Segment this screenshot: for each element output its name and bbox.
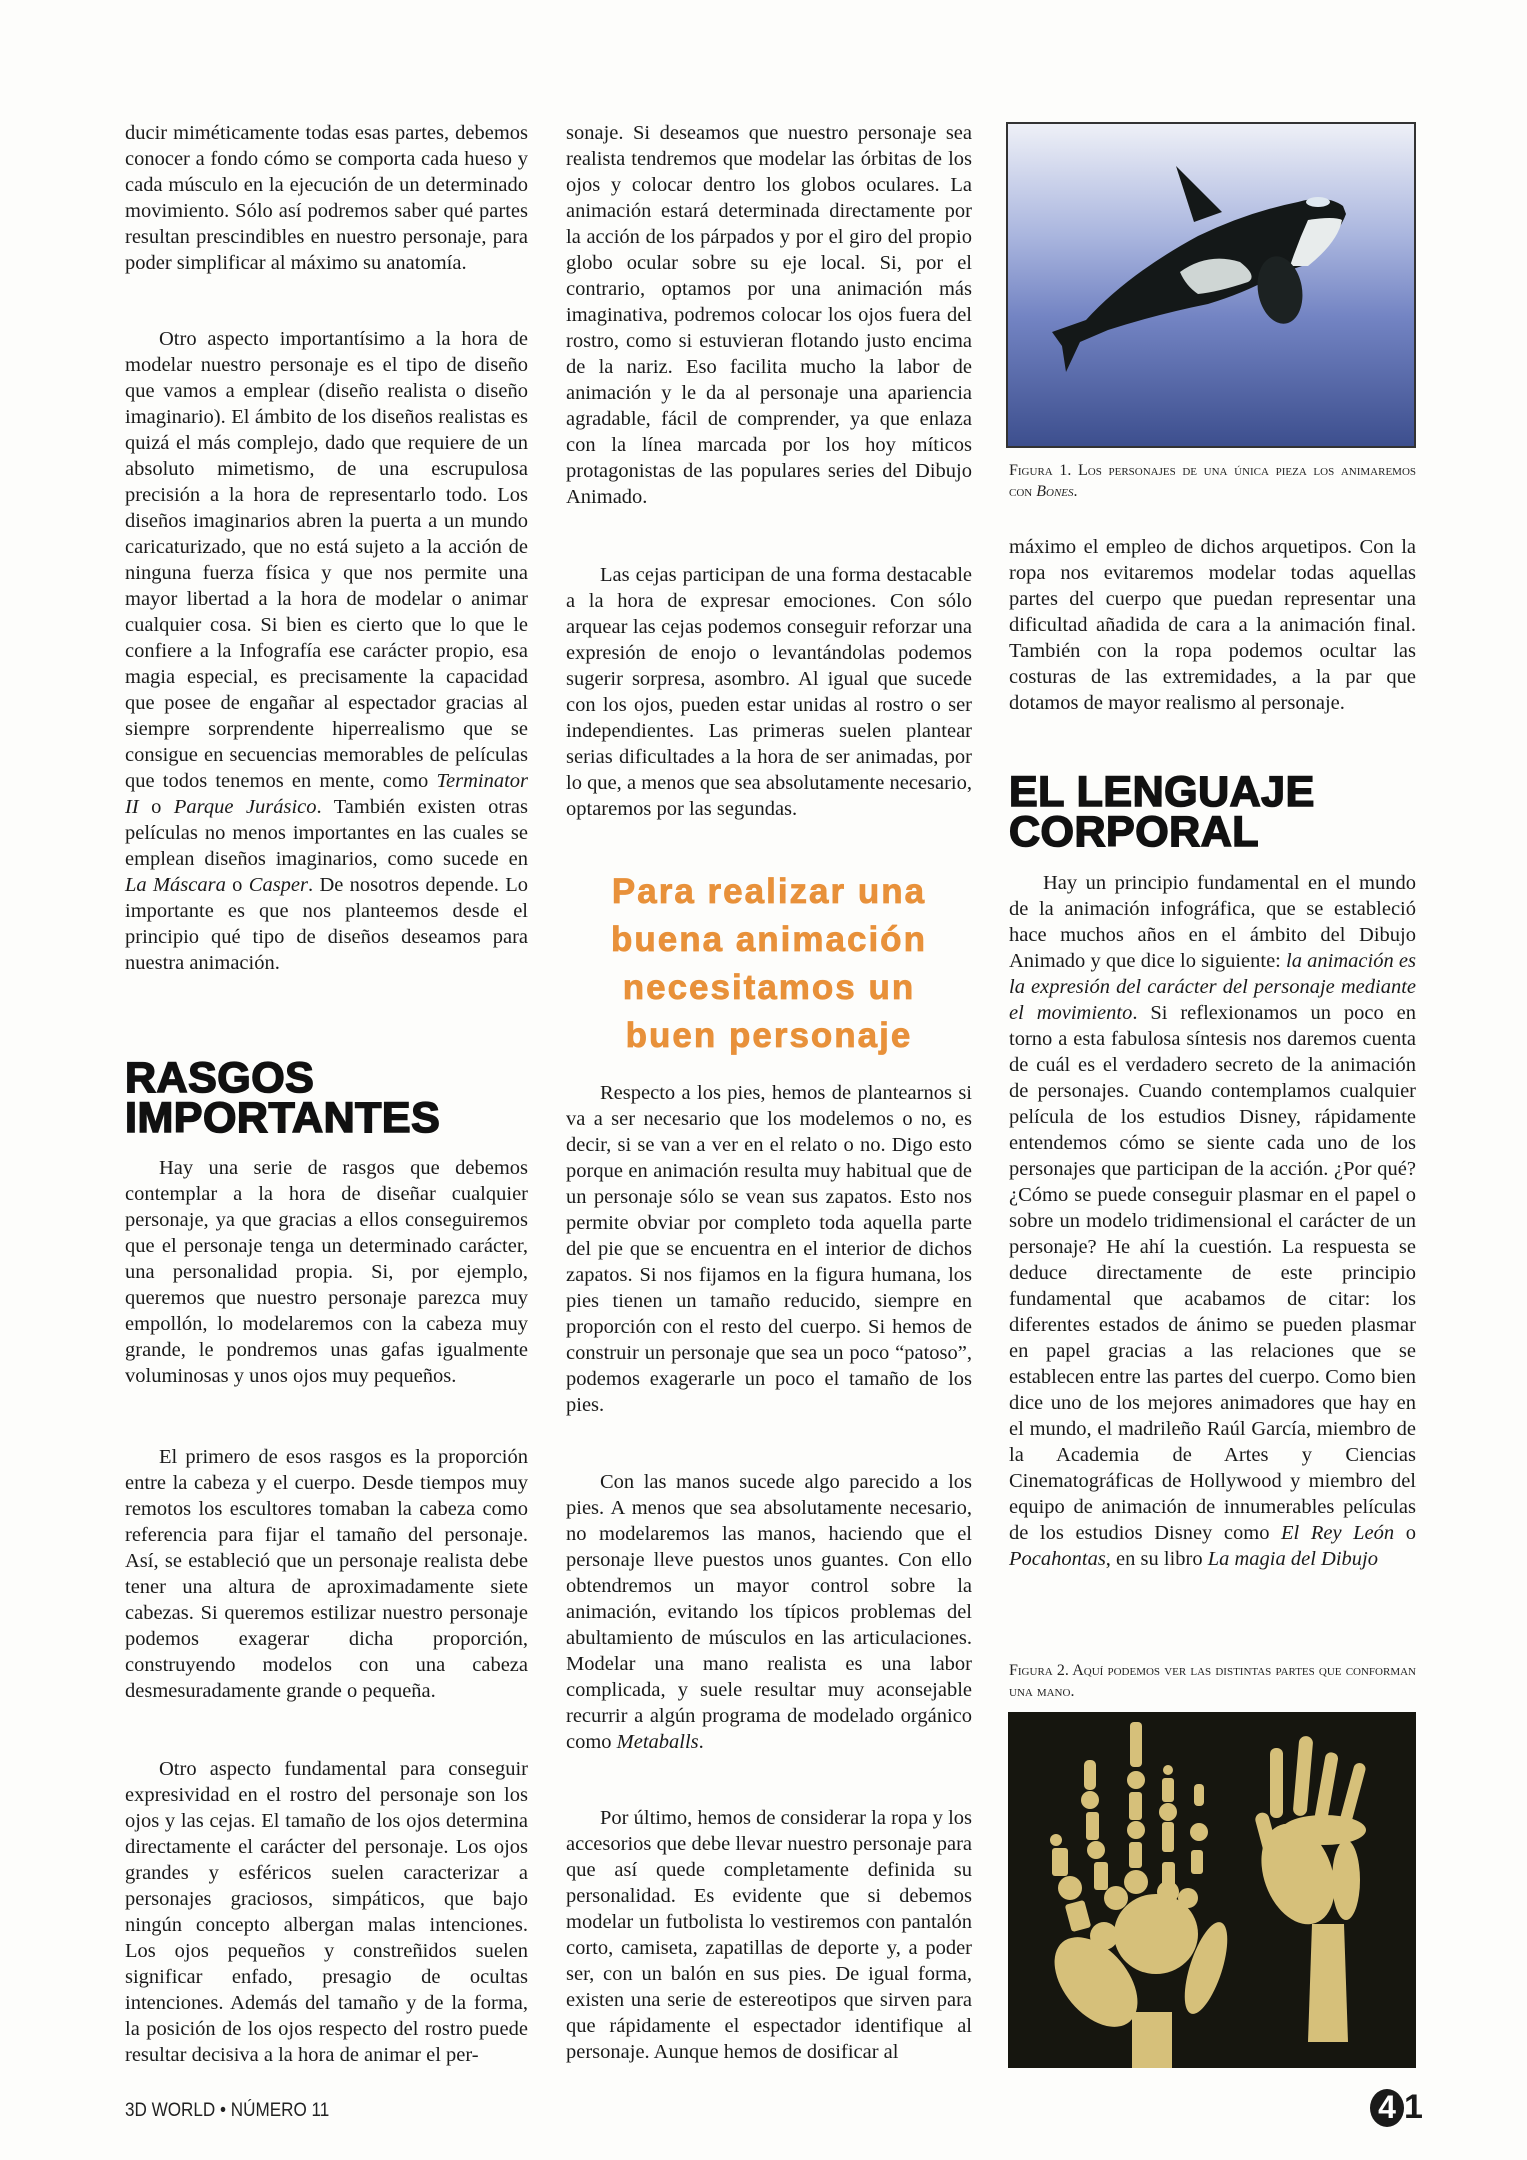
text: . De nosotros depende. Lo importante es que nos planteemos desde el principio qué tipo de diseños deseamos para nuestra animación. [125,874,528,974]
column-1 [125,120,528,2100]
paragraph [125,326,528,976]
text: sonaje. Si deseamos que nuestro personaje sea realista tendremos que modelar las órbitas de los ojos y colocar dentro los globos oculares. La animación estará determinada directamente por la acción de los párpados y por el giro del propio globo ocular sobre su eje local. Si, por el contrario, optamos por una animación más imaginativa, podremos colocar los ojos fuera del rostro, como si estuvieran flotando justo encima de la nariz. Eso facilita mucho la labor de animación y le da al personaje una apariencia agradable, fácil de comprender, ya que enlaza con la línea marcada por los hoy míticos protagonistas de las populares series del Dibujo Animado. [566,122,972,508]
italic-text: Parque Jurásico [173,796,317,818]
italic-text: Bones [1036,483,1074,500]
text: . [1073,483,1078,500]
paragraph [566,1469,972,1755]
paragraph [566,562,972,822]
heading-line: CORPORAL [1009,808,1260,856]
text: Con las manos sucede algo parecido a los pies. A menos que sea absolutamente necesario, no modelaremos las manos, haciendo que el personaje lleve puestos unos guantes. Con ello obtendremos un mayor control sobre la animación, evitando los típicos problemas del abultamiento de músculos en las articulaciones. Modelar una mano realista es una labor complicada, y suele resultar muy aconsejable recurrir a algún programa de modelado orgánico como [566,1471,972,1753]
heading-line: RASGOS [125,1054,315,1102]
text: . También existen otras películas no menos importantes en las cuales se emplean diseños imaginarios, como sucede en [125,796,528,870]
paragraph [125,1756,528,2068]
text: Hay un principio fundamental en el mundo de la animación infográfica, que se estableció hace muchos años en el ámbito del Dibujo Animado y que dice lo siguiente: [1009,872,1416,972]
paragraph [125,120,528,276]
section-heading-rasgos-importantes [125,1054,441,1142]
text: ducir miméticamente todas esas partes, debemos conocer a fondo cómo se comporta cada hueso y cada músculo en la ejecución de un determinado movimiento. Sólo así podremos saber qué partes resultan prescindibles en nuestro personaje, para poder simplificar al máximo su anatomía. [125,122,528,274]
text: . [698,1731,704,1753]
paragraph [566,120,972,510]
figure-1-orca-image [1006,122,1416,448]
italic-text: Pocahontas [1009,1548,1106,1570]
text: . Si reflexionamos un poco en torno a esta fabulosa síntesis nos daremos cuenta de cuál es el verdadero secreto de la animación de personajes. Cuando contemplamos cualquier película de los estudios Disney, rápidamente entendemos cómo se siente cada uno de los personajes que participan de la acción. ¿Por qué? ¿Cómo se puede conseguir plasmar en el papel o sobre un modelo tridimensional el carácter de un personaje? He ahí la cuestión. La respuesta se deduce directamente de este principio fundamental que acabamos de citar: los diferentes estados de ánimo se pueden plasmar en papel gracias a las relaciones que se establecen entre las partes del cuerpo. Como bien dice uno de los mejores animadores que hay en el mundo, el madrileño Raúl García, miembro de la Academia de Artes y Ciencias Cinematográficas de Hollywood y miembro del equipo de animación de innumerables películas de los estudios Disney como [1009,1002,1416,1544]
paragraph [1009,870,1416,1572]
text: Otro aspecto importantísimo a la hora de modelar nuestro personaje es el tipo de diseño que vamos a emplear (diseño realista o diseño imaginario). El ámbito de los diseños realistas es quizá el más complejo, dado que requiere de un absoluto mimetismo, de una escrupulosa precisión a la hora de representarlo todo. Los diseños imaginarios abren la puerta a un mundo caricaturizado, que no está sujeto a la acción de ninguna fuerza física y que nos permite una mayor libertad a la hora de modelar o animar cualquier cosa. Si bien es cierto que lo que le confiere a la Infografía ese carácter propio, esa magia especial, es precisamente la capacidad que posee de engañar al espectador gracias al siempre sorprendente hiperrealismo que se consigue en secuencias memorables de películas que todos tenemos en mente, como [125,328,528,792]
text: Respecto a los pies, hemos de plantearnos si va a ser necesario que los modelemos o no, es decir, si se van a ver en el relato o no. Digo esto porque en animación resulta muy habitual que de un personaje sólo se vean sus zapatos. Esto nos permite obviar por completo toda aquella parte del pie que se encuentra en el interior de dichos zapatos. Si nos fijamos en la figura humana, los pies tienen un tamaño reducido, siempre en proporción con el resto del cuerpo. Si hemos de construir un personaje que sea un poco “patoso”, podemos exagerarle un poco el tamaño de los pies. [566,1082,972,1416]
text: o [225,874,249,896]
text: , en su libro [1105,1548,1208,1570]
italic-text: La magia del Dibujo [1207,1548,1378,1570]
text: Por último, hemos de considerar la ropa y los accesorios que debe llevar nuestro personaje para que así quede completamente definida su personalidad. Es evidente que si debemos modelar un futbolista lo vestiremos con pantalón corto, camiseta, zapatillas de deporte y, a poder ser, con un balón en sus pies. De igual forma, existen una serie de estereotipos que sirven para que rápidamente el espectador identifique al personaje. Aunque hemos de dosificar al [566,1807,972,2063]
text: Figura 2. Aquí podemos ver las distintas partes que conforman una mano. [1009,1662,1416,1700]
hand-models-illustration [1008,1712,1416,2068]
text: Otro aspecto fundamental para conseguir expresividad en el rostro del personaje son los ojos y las cejas. El tamaño de los ojos determina directamente el carácter del personaje. Los ojos grandes y esféricos suelen caracterizar a personajes graciosos, simpáticos, que bajo ningún concepto albergan malas intenciones. Los ojos pequeños y constreñidos suelen significar enfado, presagio de ocultas intenciones. Además del tamaño y de la forma, la posición de los ojos respecto del rostro puede resultar decisiva a la hora de animar el per- [125,1758,528,2066]
italic-text: La Máscara [125,874,226,896]
page-number-circled-digit: 4 [1370,2089,1404,2127]
text: Figura 1. Los personajes de una única pieza los animaremos con [1009,462,1416,500]
text: El primero de esos rasgos es la proporción entre la cabeza y el cuerpo. Desde tiempos muy remotos los escultores tomaban la cabeza como referencia para fijar el tamaño del personaje. Así, se estableció que un personaje realista debe tener una altura de aproximadamente siete cabezas. Si queremos estilizar nuestro personaje podemos exagerar dicha proporción, construyendo modelos con una cabeza desmesuradamente grande o pequeña. [125,1446,528,1702]
italic-text: Casper [248,874,308,896]
section-heading-el-lenguaje-corporal [1009,768,1315,856]
figure-1-caption [1009,460,1416,502]
text: Las cejas participan de una forma destacable a la hora de expresar emociones. Con sólo arquear las cejas podemos conseguir reforzar una expresión de enojo o levantándolas podemos sugerir sorpresa, asombro. Al igual que sucede con los ojos, pueden estar unidas al rostro o ser independientes. Las primeras suelen plantear serias dificultades a la hora de ser animadas, por lo que, a menos que sea absolutamente necesario, optaremos por las segundas. [566,564,972,820]
figure-2-hands-image [1008,1712,1416,2068]
paragraph [566,1805,972,2065]
column-2 [566,120,972,2100]
paragraph [1009,534,1416,716]
paragraph [566,1080,972,1418]
italic-text: Terminator II [125,770,528,818]
figure-2-caption [1009,1660,1416,1702]
heading-line: EL LENGUAJE [1009,768,1315,816]
page-number-digit: 1 [1404,2088,1423,2126]
italic-text: Metaballs [616,1731,699,1753]
text: máximo el empleo de dichos arquetipos. Con la ropa nos evitaremos modelar todas aquellas partes del cuerpo que puedan representar una dificultad añadida de cara a la animación final. También con la ropa podemos ocultar las costuras de las extremidades, a la par que dotamos de mayor realismo al personaje. [1009,536,1416,714]
orca-illustration [1008,124,1416,448]
italic-text: El Rey León [1281,1522,1395,1544]
italic-text: la animación es la expresión del carácter del personaje mediante el movimiento [1009,950,1416,1024]
heading-line: IMPORTANTES [125,1094,441,1142]
page-number [1370,2088,1423,2127]
footer-publication: 3D WORLD • NÚMERO 11 [125,2100,330,2121]
column-3 [1009,120,1416,2100]
text: o [138,796,174,818]
pull-quote: Para realizar una buena animación necesitamos un buen personaje [611,872,927,1055]
paragraph [125,1155,528,1389]
paragraph [125,1444,528,1704]
text: o [1394,1522,1416,1544]
text: Hay una serie de rasgos que debemos contemplar a la hora de diseñar cualquier personaje, ya que gracias a ellos conseguiremos que el personaje tenga un determinado carácter, una personalidad propia. Si, por ejemplo, queremos que nuestro personaje parezca muy empollón, lo modelaremos con la cabeza muy grande, le pondremos unas gafas igualmente voluminosas y unos ojos muy pequeños. [125,1157,528,1387]
